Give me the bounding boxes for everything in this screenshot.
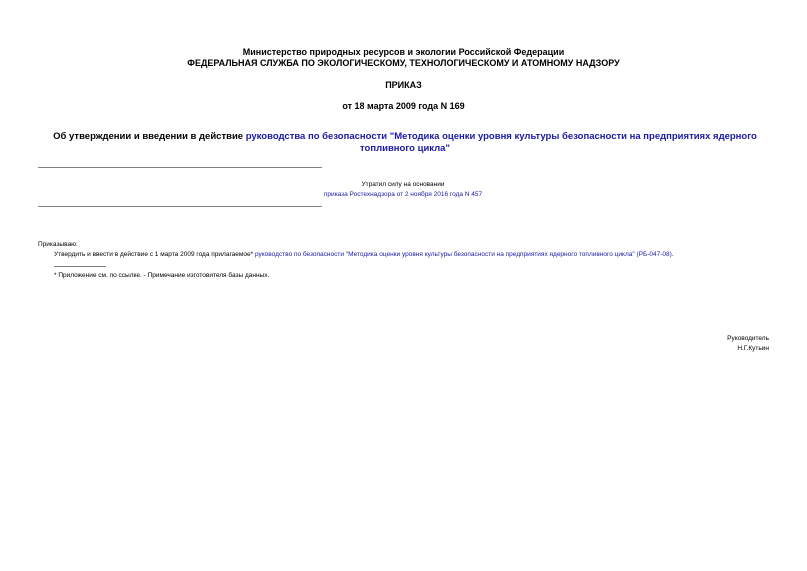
title-prefix: Об утверждении и введении в действие	[53, 131, 246, 142]
divider-bottom	[38, 206, 322, 207]
order-word: Приказываю:	[38, 241, 78, 248]
signatory-position: Руководитель	[727, 335, 769, 342]
service-name: ФЕДЕРАЛЬНАЯ СЛУЖБА ПО ЭКОЛОГИЧЕСКОМУ, ТЕХНОЛОГИЧЕСКОМУ И АТОМНОМУ НАДЗОРУ	[187, 58, 620, 68]
status-note-link-wrap	[180, 190, 626, 199]
status-note-text: Утратил силу на основании	[361, 181, 445, 188]
document-title	[40, 131, 770, 155]
order-item	[54, 250, 674, 259]
signatory-name: Н.Г.Кутьин	[737, 345, 769, 352]
footnote-divider	[54, 266, 106, 267]
order-item-end: .	[671, 251, 674, 258]
footnote: * Приложение см. по ссылке. - Примечание изготовителя базы данных.	[54, 272, 270, 279]
document-date: от 18 марта 2009 года N 169	[342, 101, 465, 111]
title-guide-link[interactable]: руководства по безопасности "Методика оценки уровня культуры безопасности на предприятиях ядерного топливного цикла"	[245, 131, 757, 154]
repeal-order-link[interactable]: приказа Ростехнадзора от 2 ноября 2016 года N 457	[323, 191, 483, 198]
guide-rb-047-08-link[interactable]: руководство по безопасности "Методика оценки уровня культуры безопасности на предприятиях ядерного топливного цикла" (РБ-047-08)	[254, 251, 672, 258]
ministry-name: Министерство природных ресурсов и экологии Российской Федерации	[242, 47, 565, 57]
order-item-text: Утвердить и ввести в действие с 1 марта 2009 года прилагаемое*	[54, 251, 255, 258]
document-type: ПРИКАЗ	[385, 80, 422, 90]
divider-top	[38, 167, 322, 168]
